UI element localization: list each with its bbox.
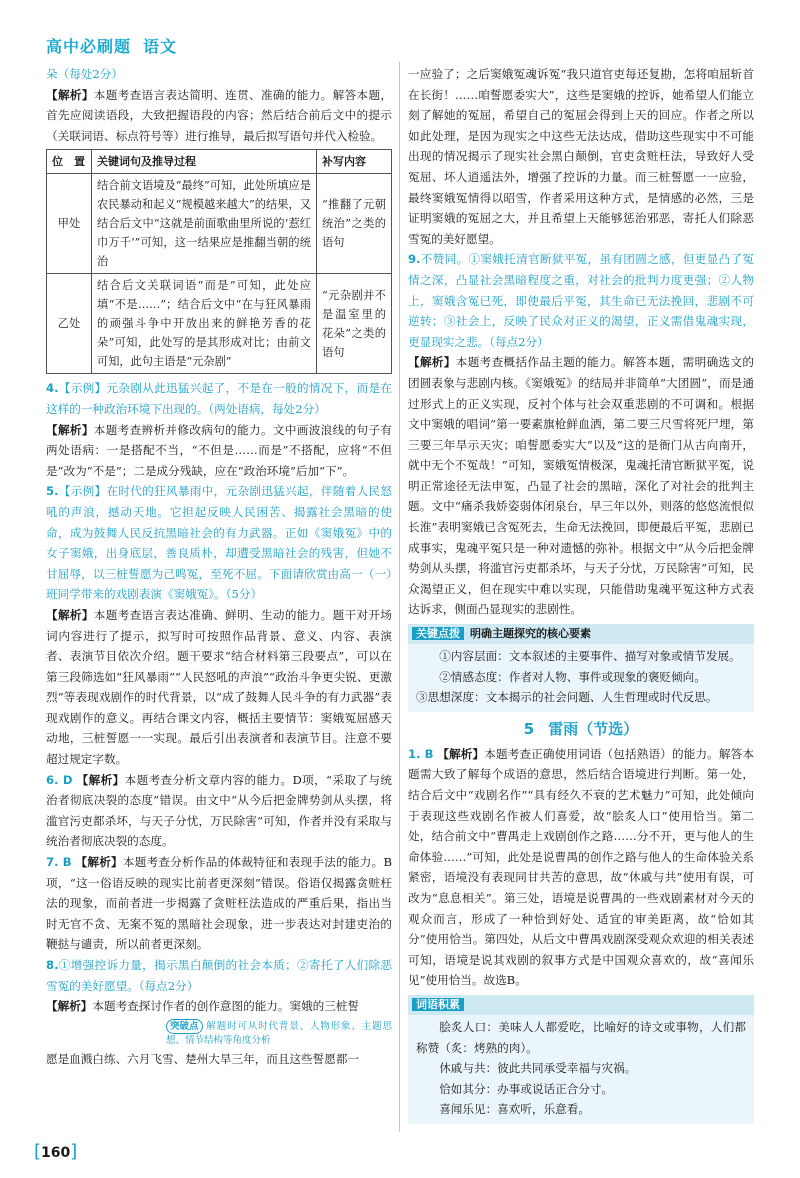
subject-label: 语文 — [143, 37, 178, 56]
page-number: [160] — [34, 1141, 78, 1162]
vocab-header — [408, 995, 754, 1015]
table-cell-reason: 结合前文语境及“最终”可知，此处所填应是农民暴动和起义“规模越来越大”的结果，又结合后文中“这就是前面歌曲里所说的‘惹红巾万千’”可知，这一结果应是推翻当朝的统治 — [92, 174, 317, 274]
key-tip-header: 关键点拨 明确主题探究的核心要素 — [408, 624, 754, 644]
q1-analysis: 1. B 【解析】本题考查正确使用词语（包括熟语）的能力。解答本题需大致了解每个成语的意思，然后结合语境进行判断。第一处，结合后文中“戏剧名作”“具有经久不衰的艺术魅力”可知，此处倾向于表现这些戏剧名作被人们喜爱，故“脍炙人口”使用恰当。第二处，结合前文中“曹禺走上戏剧创作之路……分不开，更与他人的生命体验……”可知，此处是说曹禺的创作之路与他人的生命体验关系紧密，语境没有表现同甘共苦的意思，故“休戚与共”使用有误，可改为“息息相关”。第三处，语境是说曹禺的一些戏剧素材对今天的观众而言，形成了一种恰到好处、适宜的审美距离，故“恰如其分”使用恰当。第四处，从后文中曹禺戏剧深受观众欢迎的相关表述可知，语境是说其戏剧的叙事方式是中国观众喜欢的，故“喜闻乐见”使用恰当。故选B。 — [408, 746, 754, 988]
vocab-item: 恰如其分：办事或说话正合分寸。 — [439, 1081, 614, 1096]
q8-analysis-continued: 愿是血溅白练、六月飞雪、楚州大旱三年，而且这些誓愿都一 — [46, 1051, 360, 1066]
vocab-box — [408, 1015, 754, 1124]
q7-analysis: 7. B 【解析】本题考查分析作品的体裁特征和表现手法的能力。B项，“这一俗语反映的现实比前者更深刻”错误。俗语仅揭露贪赃枉法的现象，而前者进一步揭露了贪赃枉法造成的严重后果，指出当时无官不贪、无案不冤的黑暗社会现象，进一步表达对封建吏治的鞭挞与谴责，所以前者更深刻。 — [46, 855, 392, 952]
key-tip-box — [408, 644, 754, 712]
q9-analysis: 【解析】本题考查概括作品主题的能力。解答本题，需明确选文的团圆表象与悲剧内核。《窦娥冤》的结局并非简单“大团圆”，而是通过形式上的正义实现，反衬个体与社会双重悲剧的不可调和。根据文中窦娥的唱词“第一要素旗枪鲜血洒，第二要三尺雪将死尸埋，第三要三年旱示天灾；咱誓愿委实大”以及“这的是衙门从古向南开，就中无个不冤哉！”可知，窦娥冤情极深，鬼魂托清官断狱平冤，说明正常途径无法申冤，凸显了社会的黑暗，深化了对社会的批判主题。文中“痛杀我娇姿弱体闭泉台，早三年以外，则落的悠悠流恨似长淮”表明窦娥已含冤死去，生命无法挽回，即便最后平冤，悲剧已成事实，鬼魂平冤只是一种对遗憾的弥补。根据文中“从今后把金牌势剑从头摆，将滥官污吏都杀坏，与天子分忧，万民除害”可知，民众渴望正义，但在现实中难以实现，只能借助鬼魂平冤这种方式表达诉求，侧面凸显现实的悲剧性。 — [408, 355, 754, 617]
key-tip-badge: 关键点拨 — [412, 627, 464, 640]
vocab-item: 喜闻乐见：喜欢听，乐意看。 — [439, 1102, 590, 1117]
q8-analysis-tail: 一应验了；之后窦娥冤魂诉冤“我只道官吏每还复勘，怎将咱屈斩首在长街！……咱誓愿委实大”，这些是窦娥的控诉，她希望人们能立刻了解她的冤屈，希望自己的冤屈会得到上天的回应。作者之所以如此处理，是因为现实之中这些无法达成，借助这些现实中不可能出现的情况揭示了现实社会黑白颠倒，官吏贪赃枉法，导致好人受冤屈、坏人逍遥法外，增强了控诉的力量。而三桩誓愿一一应验，最终窦娥冤情得以昭雪，作者采用这种方式，是情感的必然，三是证明窦娥的冤屈之大，并且希望上天能够惩治邪恶，寄托人们除恶雪冤的美好愿望。 — [408, 67, 754, 246]
q3-answer-continuation: 朵（每处2分） — [46, 67, 123, 81]
table-header: 补写内容 — [317, 150, 392, 174]
q9-answer: 9.不赞同。①窦娥托清官断狱平冤，虽有团圆之感，但更显凸了冤情之深，凸显社会黑暗程度之重，对社会的批判力度更强；②人物上，窦娥含冤已死，即使最后平冤，其生命已无法挽回，悲剧不可逆转；③社会上，反映了民众对正义的渴望，正义需借鬼魂实现，更显现实之悲。（每点2分） — [408, 252, 754, 349]
section-title: 5 雷雨（节选） — [523, 719, 639, 738]
q8-analysis: 【解析】本题考查探讨作者的创作意图的能力。窦娥的三桩誓 — [46, 999, 360, 1014]
q6-analysis: 6. D 【解析】本题考查分析文章内容的能力。D项，“采取了与统治者彻底决裂的态度”错误。由文中“从今后把金牌势剑从头摆，将滥官污吏都杀坏，与天子分忧，万民除害”可知，作者并没有采取与统治者彻底决裂的态度。 — [46, 772, 392, 849]
table-row — [47, 174, 392, 274]
left-column — [46, 64, 392, 1069]
q8-answer: 8.①增强控诉力量，揭示黑白颠倒的社会本质；②寄托了人们除恶雪冤的美好愿望。（每点2分） — [46, 958, 392, 993]
table-cell-position: 乙处 — [47, 274, 92, 374]
q5-answer: 5.【示例】在时代的狂风暴雨中，元杂剧迅猛兴起，伴随着人民怒吼的声浪，撼动天地。它担起反映人民困苦、揭露社会黑暗的使命，成为鼓舞人民反抗黑暗社会的有力武器。正如《窦娥冤》中的女子窦娥，出身底层，善良质朴，却遭受黑暗社会的残害，但她不甘屈辱，以三桩誓愿为己鸣冤，至死不屈。下面请欣赏由高一（一）班同学带来的戏剧表演《窦娥冤》。（5分） — [46, 484, 392, 602]
q4-answer: 4.【示例】元杂剧从此迅猛兴起了，不是在一般的情况下，而是在这样的一种政治环境下出现的。（两处语病，每处2分） — [46, 381, 392, 416]
answer-table — [46, 149, 392, 374]
breakthrough-label: 突破点 — [166, 1019, 203, 1034]
tip-item: ③思想深度：文本揭示的社会问题、人生哲理或时代反思。 — [416, 690, 718, 705]
breakthrough-note: 突破点 解题时可从时代背景、人物形象、主题思想、情节结构等角度分析 — [166, 1020, 392, 1046]
table-cell-fill: “推翻了元朝统治”之类的语句 — [317, 174, 392, 274]
q3-analysis: 【解析】本题考查语言表达简明、连贯、准确的能力。解答本题，首先应阅读语段，大致把握语段的内容；然后结合前后文中的提示（关联词语、标点符号等）进行推导，最后拟写语句并代入检验。 — [46, 87, 392, 143]
table-cell-reason: 结合后文关联词语“而是”可知，此处应填“不是……”；结合后文中“在与狂风暴雨的顽强斗争中开放出来的鲜艳芳香的花朵”可知，此处写的是其形成对比；由前文可知，此句主语是“元杂剧” — [92, 274, 317, 374]
vocab-item: 脍炙人口：美味人人都爱吃，比喻好的诗文或事物，人们都称赞（炙：烤熟的肉）。 — [416, 1019, 746, 1055]
q4-analysis: 【解析】本题考查辨析并修改病句的能力。文中画波浪线的句子有两处语病：一是搭配不当，“不但是……而是”不搭配，应将“不但是”改为“不是”；二是成分残缺，应在“政治环境”后加“下”。 — [46, 422, 392, 478]
table-header: 关键词句及推导过程 — [92, 150, 317, 174]
table-header: 位 置 — [47, 150, 92, 174]
vocab-badge: 词语积累 — [412, 998, 464, 1011]
tip-item: ①内容层面：文本叙述的主要事件、描写对象或情节发展。 — [439, 649, 741, 664]
vocab-item: 休戚与共：彼此共同承受幸福与灾祸。 — [439, 1061, 637, 1076]
column-divider — [399, 62, 400, 1132]
q5-analysis: 【解析】本题考查语言表达准确、鲜明、生动的能力。题干对开场词内容进行了提示，拟写时可按照作品背景、意义、内容、表演者、表演节目依次介绍。题干要求“结合材料第三段要点”，可以在第三段筛选如“狂风暴雨”“人民怒吼的声浪”“政治斗争更尖锐、更激烈”等表现戏剧作的时代背景，以“成了鼓舞人民斗争的有力武器”表现戏剧作的意义。再结合课文内容，概括主要情节：窦娥冤屈感天动地，三桩誓愿一一实现。最后引出表演者和表演节目。注意不要超过规定字数。 — [46, 607, 392, 767]
tip-item: ②情感态度：作者对人物、事件或现象的褒贬倾向。 — [439, 669, 706, 684]
table-cell-position: 甲处 — [47, 174, 92, 274]
book-title: 高中必刷题 语文 — [46, 37, 178, 56]
table-row — [47, 274, 392, 374]
right-column — [408, 64, 754, 1124]
page-header — [46, 34, 177, 60]
table-cell-fill: “元杂剧并不是温室里的花朵”之类的语句 — [317, 274, 392, 374]
table-header-row — [47, 150, 392, 174]
